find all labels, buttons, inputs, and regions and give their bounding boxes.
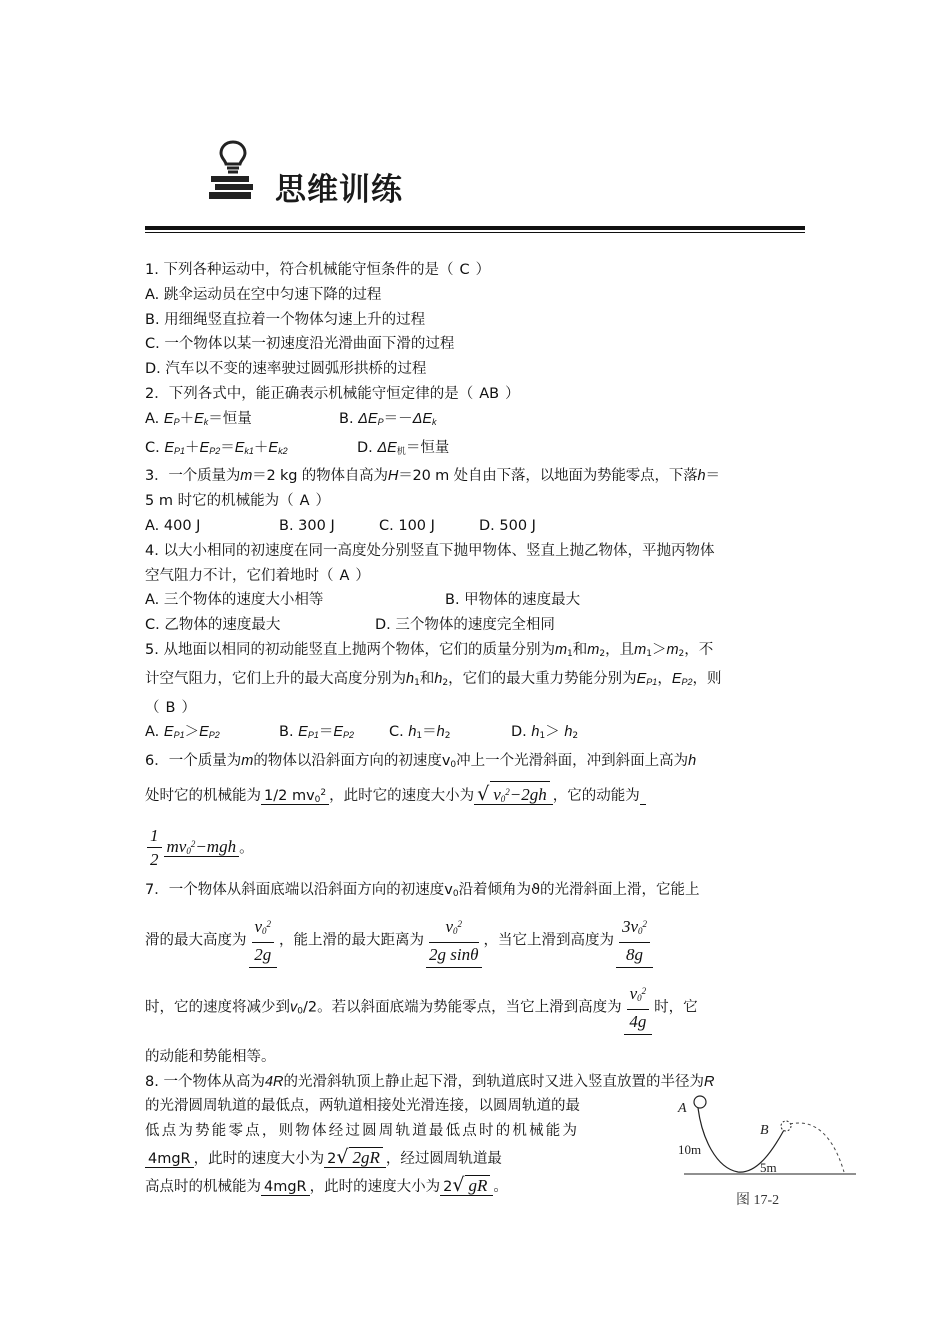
question-1-option-a: A. 跳伞运动员在空中匀速下降的过程 [145,286,382,303]
question-7-answer-height: $\frac{v_0^2}{2g}$ [249,913,278,968]
question-2-option-d: D. $\Delta E_机=$恒量 [357,439,450,457]
sqrt-icon: √ [452,1173,465,1196]
question-5-stem-cont: 计空气阻力，它们上升的最大高度分别为$h_1$和$h_2$，它们的最大重力势能分别为$E_{P1}$，$E_{P2}$，则 [145,670,722,688]
question-3-option-d: D. 500 J [479,517,536,534]
page-title: 思维训练 [275,172,403,208]
question-2-options-row-2 [145,436,807,465]
lightbulb-books-icon [205,138,261,202]
question-4-option-b: B. 甲物体的速度最大 [445,592,581,609]
question-6-stem: 6．一个质量为m的物体以沿斜面方向的初速度$v_0$冲上一个光滑斜面，冲到斜面上高为h [145,753,697,771]
question-6-stem-cont: 处时它的机械能为 1/2 $mv_0^2$ ，此时它的速度大小为 √ $v_0^2-2gh$ ，它的动能为 [145,778,807,815]
question-5-option-c: C. $h_1=h_2$ [389,724,451,742]
question-2-option-c: C. $E_{P1}+E_{P2}=E_{k1}+E_{k2}$ [145,439,288,456]
question-6-answer-kinetic: $\frac{1}{2}$ $mv_0^2-mgh$ 。 [145,825,807,872]
question-7-answer-equal-energy: $\frac{v_0^2}{4g}$ [624,980,653,1035]
question-4-options-row-2 [145,613,807,638]
question-4-option-c: C. 乙物体的速度最大 [145,617,281,634]
question-5-option-b: B. $E_{P1}=E_{P2}$ [279,724,355,741]
question-3-option-a: A. 400 J [145,517,201,534]
question-7-stem-cont: 滑的最大高度为 $\frac{v_0^2}{2g}$ ，能上滑的最大距离为 $\frac{v_0^2}{\text{2g sinθ}}$ ，当它上滑到高度为 $\frac{3v_0^2}{8g}$ [145,913,807,968]
question-5-answer-line: （ B ） [145,699,196,716]
question-8-answer-energy-top: 4mgR [261,1179,310,1196]
question-8-answer-speed-bottom: 2√ 2gR [324,1151,386,1168]
question-4-stem: 4. 以大小相同的初速度在同一高度处分别竖直下抛甲物体、竖直上抛乙物体，平抛丙物体 [145,542,715,559]
question-6-answer-speed: √ $v_0^2-2gh$ [474,788,553,805]
question-8-answer-speed-top: 2√ gR [440,1179,493,1196]
question-3-options [145,514,807,539]
label-10m: 10m [678,1142,702,1157]
question-2-option-a: A. $E_P+E_k=$恒量 [145,410,252,427]
question-7-answer-height-half-speed: $\frac{3v_0^2}{8g}$ [616,913,653,968]
question-8-stem: 8. 一个物体从高为4R的光滑斜轨顶上静止起下滑，到轨道底时又进入竖直放置的半径为R [145,1073,715,1090]
question-4-option-d: D. 三个物体的速度完全相同 [375,617,555,634]
question-8-stem-cont: 的光滑圆周轨道的最低点，两轨道相接处光滑连接，以圆周轨道的最 [145,1098,580,1115]
question-4-answer: A [339,567,350,584]
question-1-option-c: C. 一个物体以某一初速度沿光滑曲面下滑的过程 [145,336,455,353]
header-rule-thin [145,232,805,233]
question-1-option-d: D. 汽车以不变的速率驶过圆弧形拱桥的过程 [145,361,427,378]
question-3-option-b: B. 300 J [279,517,335,534]
section-header [205,138,805,208]
question-1-answer: C [459,262,470,278]
question-7-answer-distance: $\frac{v_0^2}{\text{2g sinθ}}$ [426,913,481,968]
question-5-option-a: A. $E_{P1}>E_{P2}$ [145,724,220,741]
question-5-answer: B [165,699,176,716]
question-6-answer-energy: 1/2 $mv_0^2$ [261,788,329,805]
question-7-stem-end: 的动能和势能相等。 [145,1048,276,1065]
question-5-option-d: D. $h_1> h_2$ [511,724,579,742]
question-2-answer: AB [479,385,500,402]
question-8-stem-cont-2: 低点为势能零点，则物体经过圆周轨道最低点时的机械能为 [145,1123,580,1140]
question-4-options-row-1 [145,588,807,613]
header-rule-thick [145,226,805,230]
ball-a [694,1096,706,1108]
question-8-stem-cont-4: 高点时的机械能为 4mgR ，此时的速度大小为 2√ gR 。 [145,1173,508,1196]
sqrt-icon: √ [336,1145,349,1168]
question-2-stem: 2．下列各式中，能正确表示机械能守恒定律的是（ AB ） [145,385,520,402]
question-8-answer-energy-bottom: 4mgR [145,1151,194,1168]
ball-b [781,1121,791,1131]
question-4-option-a: A. 三个物体的速度大小相等 [145,592,324,609]
question-3-answer: A [299,493,310,510]
question-3-stem: 3．一个质量为m＝2 kg 的物体自高为H＝20 m 处自由下落，以地面为势能零点，下落h＝ [145,468,720,485]
question-3-option-c: C. 100 J [379,517,435,534]
question-3-stem-cont: 5 m 时它的机械能为（ A ） [145,493,330,510]
trajectory-dashed [790,1123,844,1172]
question-7-stem-cont-2: 时，它的速度将减少到$v_0/2$。若以斜面底端为势能零点，当它上滑到高度为 $\frac{v_0^2}{4g}$ 时，它 [145,980,807,1035]
question-1-stem: 1. 下列各种运动中，符合机械能守恒条件的是（ C ） [145,262,491,278]
question-1-option-b: B. 用细绳竖直拉着一个物体匀速上升的过程 [145,311,426,328]
question-5-options [145,720,807,749]
question-list [145,258,807,1200]
question-2-option-b: B. $\Delta E_P=-\Delta E_k$ [339,410,437,427]
label-5m: 5m [760,1160,777,1175]
sqrt-icon: √ [477,782,490,805]
question-8-stem-cont-3: 4mgR ，此时的速度大小为 2√ 2gR ，经过圆周轨道最 [145,1144,807,1172]
figure-caption: 图 17-2 [736,1193,780,1208]
question-5-stem: 5. 从地面以相同的初动能竖直上抛两个物体，它们的质量分别为$m_1$和$m_2$，且$m_1>m_2$，不 [145,641,714,659]
label-a: A [678,1101,687,1116]
label-b: B [760,1123,769,1138]
question-2-options-row-1 [145,407,807,436]
question-4-stem-cont: 空气阻力不计，它们着地时（ A ） [145,567,370,584]
question-7-stem: 7．一个物体从斜面底端以沿斜面方向的初速度$v_0$沿着倾角为ϑ的光滑斜面上滑，它能上 [145,881,700,899]
